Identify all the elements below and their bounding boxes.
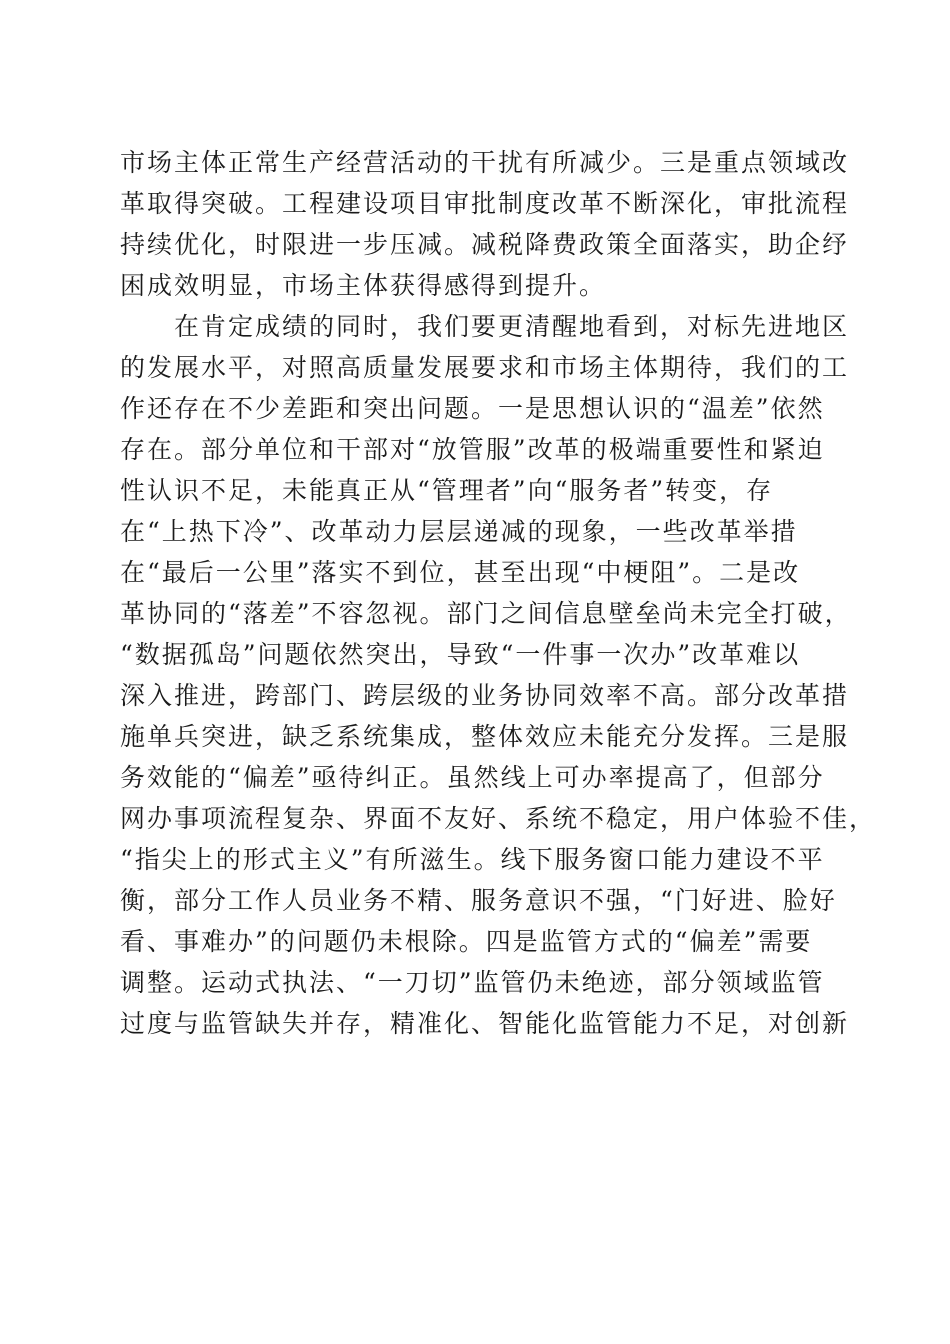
text-line: 作还存在不少差距和突出问题。一是思想认识的“温差”依然 — [120, 394, 825, 423]
document-body — [120, 142, 877, 1044]
text-line: 性认识不足，未能真正从“管理者”向“服务者”转变，存 — [120, 476, 774, 505]
text-line: 在“上热下冷”、改革动力层层递减的现象，一些改革举措 — [120, 517, 798, 546]
paragraph-2 — [120, 306, 877, 1044]
text-line: 过度与监管缺失并存，精准化、智能化监管能力不足，对创新 — [120, 1009, 850, 1038]
text-line: 困成效明显，市场主体获得感得到提升。 — [120, 271, 607, 300]
text-line: 持续优化，时限进一步压减。减税降费政策全面落实，助企纾 — [120, 230, 850, 259]
text-line: 在肯定成绩的同时，我们要更清醒地看到，对标先进地区 — [174, 312, 850, 341]
text-line: 存在。部分单位和干部对“放管服”改革的极端重要性和紧迫 — [120, 435, 825, 464]
text-line: 务效能的“偏差”亟待纠正。虽然线上可办率提高了，但部分 — [120, 763, 825, 792]
text-line: 衡，部分工作人员业务不精、服务意识不强，“门好进、脸好 — [120, 886, 837, 915]
text-line: 调整。运动式执法、“一刀切”监管仍未绝迹，部分领域监管 — [120, 968, 825, 997]
text-line: 网办事项流程复杂、界面不友好、系统不稳定，用户体验不佳， — [120, 804, 877, 833]
text-line: “指尖上的形式主义”有所滋生。线下服务窗口能力建设不平 — [120, 845, 825, 874]
text-line: “数据孤岛”问题依然突出，导致“一件事一次办”改革难以 — [120, 640, 801, 669]
text-line: 在“最后一公里”落实不到位，甚至出现“中梗阻”。二是改 — [120, 558, 801, 587]
text-line: 看、事难办”的问题仍未根除。四是监管方式的“偏差”需要 — [120, 927, 813, 956]
text-line: 革协同的“落差”不容忽视。部门之间信息壁垒尚未完全打破， — [120, 599, 852, 628]
text-line: 的发展水平，对照高质量发展要求和市场主体期待，我们的工 — [120, 353, 850, 382]
text-line: 深入推进，跨部门、跨层级的业务协同效率不高。部分改革措 — [120, 681, 850, 710]
text-line: 革取得突破。工程建设项目审批制度改革不断深化，审批流程 — [120, 189, 850, 218]
text-line: 市场主体正常生产经营活动的干扰有所减少。三是重点领域改 — [120, 148, 850, 177]
paragraph-1 — [120, 142, 850, 306]
text-line: 施单兵突进，缺乏系统集成，整体效应未能充分发挥。三是服 — [120, 722, 850, 751]
